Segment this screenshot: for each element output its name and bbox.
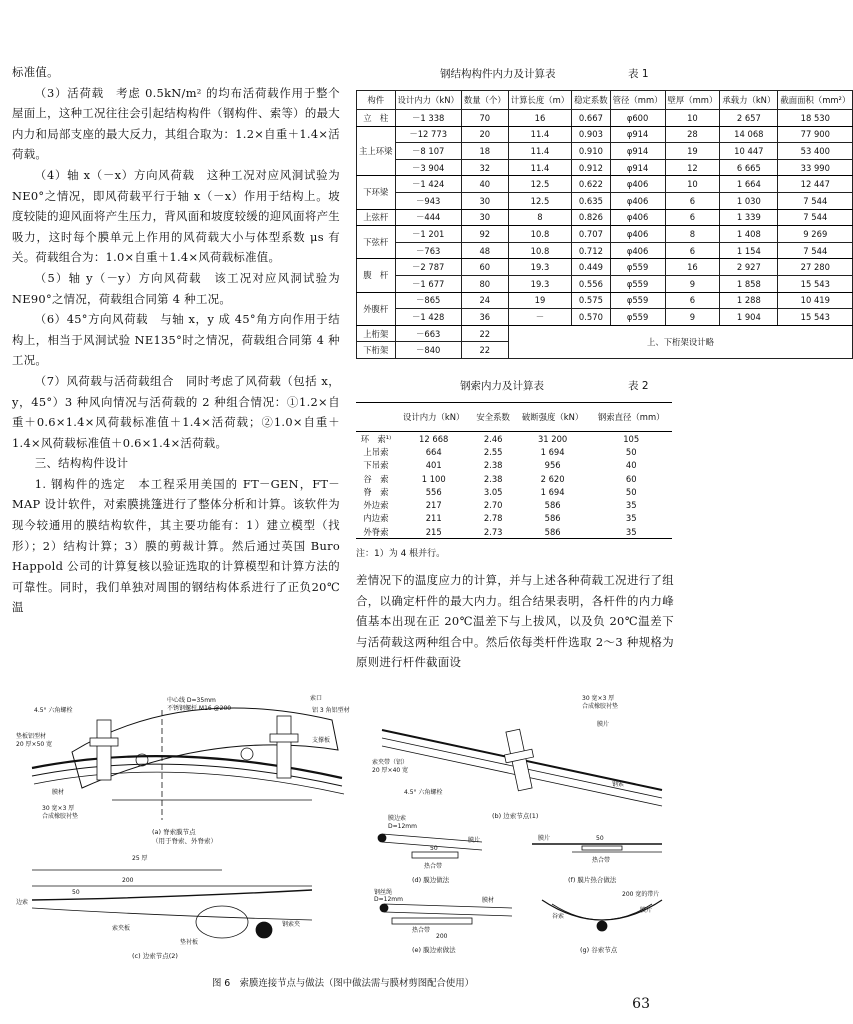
table1-cell: 1 288 <box>720 292 778 309</box>
table2-header-cell: 钢索直径（mm） <box>590 403 672 432</box>
label: (e) 膜边索做法 <box>412 946 456 954</box>
table2-cell: 12 668 <box>419 433 449 444</box>
label: 垫板铝型材 <box>16 733 47 740</box>
label: 膜片 <box>468 837 481 844</box>
table1-cell: 0.712 <box>572 242 611 259</box>
table1-cell: 20 <box>461 126 508 143</box>
table2-cell: 外脊索 <box>363 526 389 537</box>
label: 膜片 <box>597 721 610 728</box>
table2-row <box>356 485 672 498</box>
table1-cell: 0.635 <box>572 192 611 209</box>
table1-row <box>357 159 853 176</box>
table1-cell: 12.5 <box>508 176 571 193</box>
table1-cell: 24 <box>461 292 508 309</box>
table2-cell: 上吊索 <box>363 446 389 457</box>
table1-cell: 1 904 <box>720 309 778 326</box>
table1-cell: φ406 <box>610 226 665 243</box>
table2-row <box>356 432 672 446</box>
table1-cell: φ559 <box>610 292 665 309</box>
table1-cell: 70 <box>461 110 508 127</box>
table1-cell: 77 900 <box>778 126 853 143</box>
table1-header-cell: 数量（个） <box>461 91 508 110</box>
label: 索夹带（铝） <box>372 759 409 766</box>
label: （用于脊索、外脊索） <box>152 837 217 845</box>
table1-cell: 6 <box>665 192 720 209</box>
label: 铝 3 角铝型材 <box>312 707 350 714</box>
table2-cell: 556 <box>425 486 442 497</box>
detail-d <box>378 814 482 884</box>
table1-row <box>357 143 853 160</box>
table1-cell: 60 <box>461 259 508 276</box>
table1-cell: 2 657 <box>720 110 778 127</box>
table1-cell: 1 858 <box>720 275 778 292</box>
table1-cell: 36 <box>461 309 508 326</box>
label: 200 <box>122 877 134 884</box>
table1-cell: 上桁架 <box>357 325 396 342</box>
table2-cell: 内边索 <box>363 513 389 524</box>
table2-cell: 40 <box>625 460 637 471</box>
table2-cell: 586 <box>544 526 561 537</box>
table2-cell: 环 索¹⁾ <box>360 433 392 444</box>
label: 200 <box>436 933 448 940</box>
table1-member-name: 下弦杆 <box>357 226 396 259</box>
label: (g) 谷索节点 <box>580 946 618 954</box>
table1-row <box>357 242 853 259</box>
table1-cell: φ559 <box>610 275 665 292</box>
table1-cell: 0.667 <box>572 110 611 127</box>
table1-cell: 0.449 <box>572 259 611 276</box>
table1-cell: 2 927 <box>720 259 778 276</box>
detail-b <box>372 694 662 820</box>
table2-cell: 35 <box>625 526 637 537</box>
label: 4.5° 六角螺栓 <box>34 707 73 714</box>
table2 <box>356 402 672 539</box>
label: 热合带 <box>412 927 431 934</box>
table1-cell: 19.3 <box>508 275 571 292</box>
table1-cell: －1 424 <box>395 176 461 193</box>
connection-details-figure <box>12 690 674 962</box>
table1-member-name: 腹 杆 <box>357 259 396 292</box>
label: (a) 脊索膜节点 <box>152 828 196 836</box>
label: (b) 边索节点(1) <box>492 812 539 820</box>
table2-cell: 外边索 <box>363 500 389 511</box>
table2-header-cell: 安全系数 <box>471 403 514 432</box>
table1-cell: 下桁架 <box>357 342 396 359</box>
label: 膜片 <box>640 907 653 914</box>
label: 合成橡胶衬垫 <box>582 703 619 710</box>
label: 钢索夹 <box>282 921 301 928</box>
table1-row <box>357 209 853 226</box>
label: 谷索 <box>552 913 565 920</box>
table1-cell: 53 400 <box>778 143 853 160</box>
table2-cell: 2.78 <box>483 513 503 524</box>
table1-cell: 6 665 <box>720 159 778 176</box>
table1-cell: 7 544 <box>778 192 853 209</box>
section-heading: 三、结构构件设计 <box>34 456 129 471</box>
table1-cell: 9 <box>665 309 720 326</box>
paragraph: （3）活荷载 考虑 0.5kN/m² 的均布活荷载作用于整个屋面上，这种工况往往会引起结构构件（钢构件、索等）的最大内力和局部支座的最大反力，其组合取为：1.2×自重＋1.4×活荷载。 <box>12 85 340 162</box>
table1-header-cell: 壁厚（mm） <box>665 91 720 110</box>
table1-cell: 19 <box>665 143 720 160</box>
table2-cell: 谷 索 <box>363 473 389 484</box>
table1-cell: －1 677 <box>395 275 461 292</box>
table1-title: 钢结构构件内力及计算表 <box>440 68 556 80</box>
left-column <box>12 62 340 618</box>
table1-cell: φ914 <box>610 143 665 160</box>
table1-cell: －1 201 <box>395 226 461 243</box>
table1-cell: 80 <box>461 275 508 292</box>
label: D=12mm <box>374 896 403 903</box>
table2-cell: 35 <box>625 500 637 511</box>
label: 热合带 <box>424 863 443 870</box>
table1-header-cell: 截面面积（mm²） <box>778 91 853 110</box>
table2-cell: 35 <box>625 513 637 524</box>
table1-cell: 8 <box>508 209 571 226</box>
table1-cell: 0.826 <box>572 209 611 226</box>
table1-cell: 19.3 <box>508 259 571 276</box>
table2-cell: 50 <box>625 486 637 497</box>
table1-cell: 1 408 <box>720 226 778 243</box>
table1-cell: －8 107 <box>395 143 461 160</box>
table2-cell: 664 <box>425 446 442 457</box>
table1-cell: 18 530 <box>778 110 853 127</box>
paragraph: 1. 钢构件的选定 本工程采用美国的 FT－GEN，FT－MAP 设计软件，对索膜挑篷进行了整体分析和计算。该软件为现今较通用的膜结构软件，其主要功能有：1）建立模型（找形）；2）结构计算；3）膜的剪裁计算。然后通过英国 Buro Happold 公司的计算复核以验证选取的计算模型和计算方法的可靠性。同时，我们单独对周围的钢结构体系进行了正负20℃温 <box>12 476 340 615</box>
table2-cell: 2.73 <box>483 526 503 537</box>
table1-cell: φ914 <box>610 126 665 143</box>
table1-cell: 10 419 <box>778 292 853 309</box>
table2-row <box>356 525 672 539</box>
table1-cell: 0.707 <box>572 226 611 243</box>
table1-cell: 48 <box>461 242 508 259</box>
label: 4.5° 六角螺栓 <box>404 789 443 796</box>
table2-cell: 211 <box>425 513 442 524</box>
table1-cell: 16 <box>665 259 720 276</box>
table1-cell: 1 154 <box>720 242 778 259</box>
table1-cell: 40 <box>461 176 508 193</box>
table1-cell: 0.910 <box>572 143 611 160</box>
table1-cell: φ600 <box>610 110 665 127</box>
table1-cell: 16 <box>508 110 571 127</box>
figure-caption: 图 6 索膜连接节点与做法（图中做法需与膜材剪图配合使用） <box>211 978 475 989</box>
table1-cell: 92 <box>461 226 508 243</box>
table1-cell: 14 068 <box>720 126 778 143</box>
table1-header-cell: 构件 <box>357 91 396 110</box>
table2-cell: 2.46 <box>483 433 503 444</box>
table1-cell: 28 <box>665 126 720 143</box>
table1-cell: 1 664 <box>720 176 778 193</box>
table2-cell: 586 <box>544 513 561 524</box>
table1-cell: 12 <box>665 159 720 176</box>
table2-cell: 下吊索 <box>363 460 389 471</box>
table2-cell: 956 <box>544 460 561 471</box>
label: 50 <box>596 835 604 842</box>
detail-c <box>16 854 312 960</box>
table1-cell: 1 339 <box>720 209 778 226</box>
table2-row <box>356 472 672 485</box>
table1-member-name: 立 柱 <box>357 110 396 127</box>
table2-cell: 2.55 <box>483 446 503 457</box>
table1-row <box>357 126 853 143</box>
table1-tail-note: 上、下桁架设计略 <box>508 325 853 358</box>
label: 钢丝绳 <box>374 889 393 896</box>
table1-cell: 11.4 <box>508 126 571 143</box>
label: 不锈钢螺杆 M16 @200 <box>167 705 232 712</box>
table1-row <box>357 226 853 243</box>
detail-f <box>532 834 662 884</box>
table2-row <box>356 459 672 472</box>
table1-cell: φ559 <box>610 309 665 326</box>
paragraph: 标准值。 <box>12 65 59 79</box>
label: 25 厚 <box>132 855 148 862</box>
table1-cell: 32 <box>461 159 508 176</box>
table1-cell: 27 280 <box>778 259 853 276</box>
table1-cell: 10 447 <box>720 143 778 160</box>
table1-cell: φ406 <box>610 242 665 259</box>
label: 支撑板 <box>312 737 331 744</box>
table1-cell: －3 904 <box>395 159 461 176</box>
paragraph: （4）轴 x（－x）方向风荷载 这种工况对应风洞试验为 NE0°之情况，即风荷载平行于轴 x（－x）作用于结构上。坡度较陡的迎风面将产生压力，背风面和坡度较缓的迎风面将产生吸力，这时每个膜单元上作用的风荷载大小与体型系数 μs 有关。荷载组合为：1.0×自重＋1.4×风荷载标准值。 <box>12 167 340 265</box>
detail-e <box>374 888 512 954</box>
table1-cell: φ406 <box>610 209 665 226</box>
detail-a <box>16 694 350 845</box>
table2-cell: 脊 索 <box>363 486 389 497</box>
table1-cell: －663 <box>395 325 461 342</box>
label: 50 <box>72 889 80 896</box>
label: 索夹板 <box>112 925 131 932</box>
label: 30 宽×3 厚 <box>42 805 75 812</box>
label: 膜材 <box>482 897 495 904</box>
table1-cell: 10.8 <box>508 226 571 243</box>
table1-member-name: 外腹杆 <box>357 292 396 325</box>
table2-number: 表 2 <box>628 380 649 392</box>
table1-cell: －2 787 <box>395 259 461 276</box>
table1-row <box>357 292 853 309</box>
table1-cell: 6 <box>665 209 720 226</box>
table1-cell: φ559 <box>610 259 665 276</box>
table1-cell: 0.575 <box>572 292 611 309</box>
label: 热合带 <box>592 857 611 864</box>
table1-cell: 11.4 <box>508 143 571 160</box>
table1-cell: 1 030 <box>720 192 778 209</box>
table2-cell: 3.05 <box>483 486 503 497</box>
table2-cell: 2 620 <box>540 473 565 484</box>
label: 垫衬板 <box>180 939 199 946</box>
table2-cell: 2.70 <box>483 500 503 511</box>
label: 膜片 <box>538 835 551 842</box>
table1-cell: 33 990 <box>778 159 853 176</box>
table1-cell: 8 <box>665 226 720 243</box>
table2-cell: 217 <box>425 500 442 511</box>
label: D=12mm <box>388 823 417 830</box>
table1-cell: －865 <box>395 292 461 309</box>
table1-cell: 12 447 <box>778 176 853 193</box>
table2-header-cell: 设计内力（kN） <box>396 403 472 432</box>
table2-cell: 50 <box>625 446 637 457</box>
label: (f) 膜片热合做法 <box>568 876 617 884</box>
table1-header-cell: 承载力（kN） <box>720 91 778 110</box>
label: (d) 膜边做法 <box>412 876 450 884</box>
table1-cell: 12.5 <box>508 192 571 209</box>
table1-cell: －12 773 <box>395 126 461 143</box>
detail-g <box>542 890 662 954</box>
table1-row <box>357 176 853 193</box>
table1-cell: φ914 <box>610 159 665 176</box>
table2-cell: 215 <box>425 526 442 537</box>
table1-cell: 15 543 <box>778 309 853 326</box>
table2-cell: 105 <box>623 433 640 444</box>
label: 200 宽的带片 <box>622 891 660 898</box>
table2-cell: 586 <box>544 500 561 511</box>
table1-cell: 18 <box>461 143 508 160</box>
table1-header-cell: 设计内力（kN） <box>395 91 461 110</box>
table2-header-cell: 破断强度（kN） <box>515 403 591 432</box>
table2-cell: 401 <box>425 460 442 471</box>
table1-row <box>357 192 853 209</box>
table1-cell: 6 <box>665 242 720 259</box>
label: (c) 边索节点(2) <box>132 952 178 960</box>
table1-cell: 30 <box>461 192 508 209</box>
table1-cell: 9 <box>665 275 720 292</box>
table1-cell: 19 <box>508 292 571 309</box>
table1-number: 表 1 <box>628 68 649 80</box>
paragraph: （5）轴 y（－y）方向风荷载 该工况对应风洞试验为 NE90°之情况，荷载组合同第 4 种工况。 <box>12 270 340 306</box>
table1-cell: 6 <box>665 292 720 309</box>
table1-cell: 30 <box>461 209 508 226</box>
table1-cell: 22 <box>461 325 508 342</box>
table2-cell: 1 694 <box>540 446 565 457</box>
table1-cell: 10.8 <box>508 242 571 259</box>
table1-header-cell: 管径（mm） <box>610 91 665 110</box>
table1-cell: －840 <box>395 342 461 359</box>
table2-cell: 2.38 <box>483 473 503 484</box>
table1-row <box>357 110 853 127</box>
table1-cell: － <box>508 309 571 326</box>
table1-cell: φ406 <box>610 192 665 209</box>
table1-cell: 22 <box>461 342 508 359</box>
table1-cell: 0.912 <box>572 159 611 176</box>
table2-cell: 1 694 <box>540 486 565 497</box>
right-column <box>356 570 674 673</box>
table1-row <box>357 325 853 342</box>
table2-row <box>356 445 672 458</box>
label: 50 <box>430 845 438 852</box>
label: 30 宽×3 厚 <box>582 695 615 702</box>
table2-cell: 31 200 <box>537 433 568 444</box>
table2-cell: 1 100 <box>421 473 446 484</box>
table1-cell: 9 269 <box>778 226 853 243</box>
label: 边索 <box>16 899 29 906</box>
label: 膜材 <box>52 789 65 796</box>
table2-row <box>356 512 672 525</box>
table1-cell: φ406 <box>610 176 665 193</box>
table1-row <box>357 259 853 276</box>
table1-cell: 0.903 <box>572 126 611 143</box>
table1-header-cell: 稳定系数 <box>572 91 611 110</box>
table1-row <box>357 275 853 292</box>
table1-cell: 10 <box>665 110 720 127</box>
paragraph: （6）45°方向风荷载 与轴 x，y 成 45°角方向作用于结构上，相当于风洞试验 NE135°时之情况，荷载组合同第 4 种工况。 <box>12 312 340 368</box>
table2-title: 钢索内力及计算表 <box>460 380 544 392</box>
table1-cell: －943 <box>395 192 461 209</box>
label: 钢索 <box>612 781 625 788</box>
table1-cell: 11.4 <box>508 159 571 176</box>
table1-cell: 15 543 <box>778 275 853 292</box>
label: 膜边索 <box>388 815 407 822</box>
table2-cell: 60 <box>625 473 637 484</box>
table1-member-name: 下环梁 <box>357 176 396 209</box>
table1-cell: －1 428 <box>395 309 461 326</box>
table1 <box>356 90 853 359</box>
label: 20 厚×40 宽 <box>372 767 409 774</box>
table2-row <box>356 498 672 511</box>
label: 中心线 D=35mm <box>167 697 216 704</box>
paragraph: 差情况下的温度应力的计算，并与上述各种荷载工况进行了组合，以确定杆件的最大内力。组合结果表明，各杆件的内力峰值基本出现在正 20℃温差下与上拔风，以及负 20℃温差下与活荷载这两种组合中。然后依每类杆件选取 2～3 种规格为原则进行杆件截面设 <box>356 573 674 670</box>
table1-header-cell: 计算长度（m） <box>508 91 571 110</box>
page-number: 63 <box>632 996 650 1012</box>
paragraph: （7）风荷载与活荷载组合 同时考虑了风荷载（包括 x，y，45°）3 种风向情况与活荷载的 2 种组合情况：①1.2×自重＋0.6×1.4×风荷载标准值＋1.4×活荷载；②1.0×自重＋1.4×风荷载标准值＋0.6×1.4×活荷载。 <box>12 373 340 450</box>
table1-cell: －444 <box>395 209 461 226</box>
table1-cell: 0.556 <box>572 275 611 292</box>
table1-cell: 10 <box>665 176 720 193</box>
table1-member-name: 主上环梁 <box>357 126 396 176</box>
table1-cell: －1 338 <box>395 110 461 127</box>
table2-cell: 2.38 <box>483 460 503 471</box>
table2-note: 注：1）为 4 根并行。 <box>356 549 446 559</box>
label: 合成橡胶衬垫 <box>42 813 79 820</box>
table2-header-cell <box>356 403 396 432</box>
label: 20 厚×50 宽 <box>16 741 53 748</box>
table1-cell: 0.570 <box>572 309 611 326</box>
table1-cell: 0.622 <box>572 176 611 193</box>
table1-cell: 7 544 <box>778 242 853 259</box>
table1-row <box>357 309 853 326</box>
table1-member-name: 上弦杆 <box>357 209 396 226</box>
table1-cell: －763 <box>395 242 461 259</box>
table1-cell: 7 544 <box>778 209 853 226</box>
label: 索口 <box>310 695 323 702</box>
